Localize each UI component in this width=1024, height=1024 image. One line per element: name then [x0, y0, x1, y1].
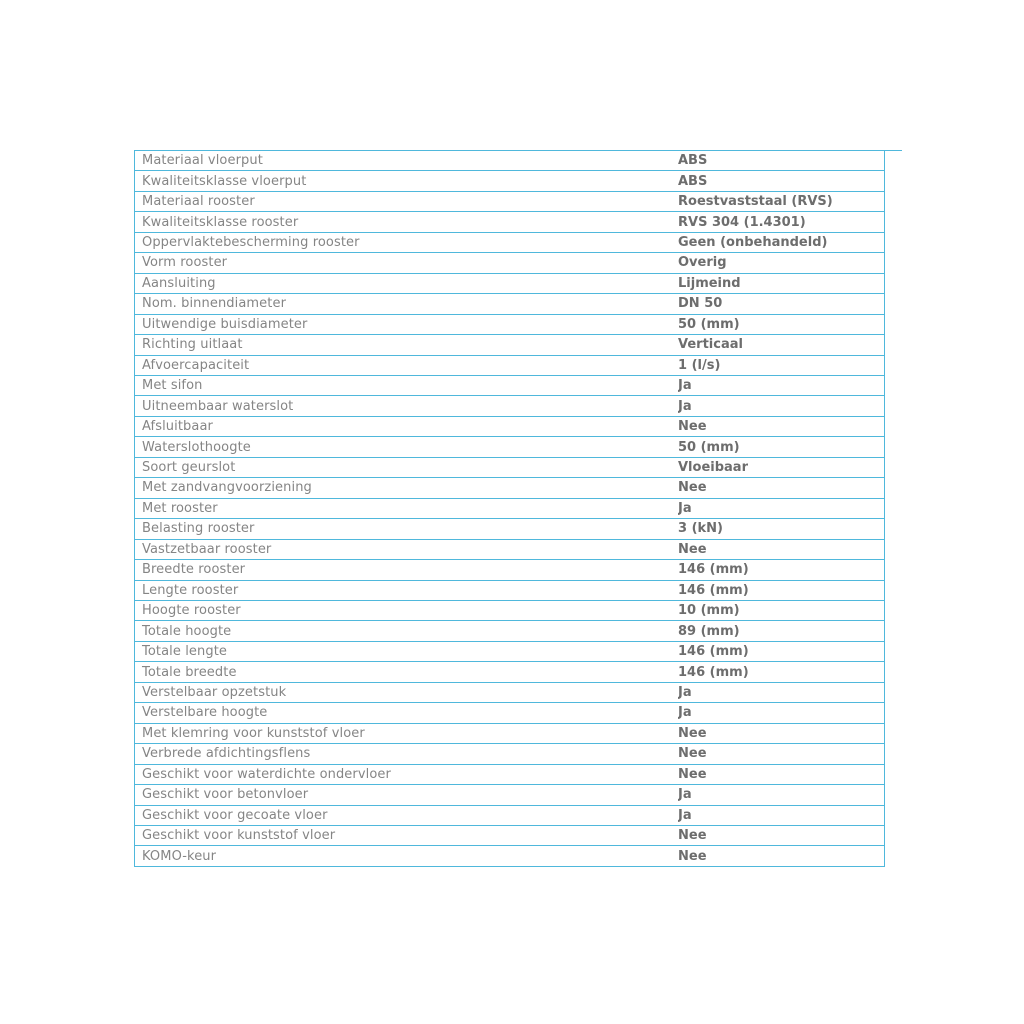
spec-label: Waterslothoogte — [142, 439, 251, 455]
table-row — [135, 519, 884, 539]
spec-label: Materiaal vloerput — [142, 153, 263, 169]
table-row — [135, 315, 884, 335]
spec-label: Kwaliteitsklasse vloerput — [142, 173, 307, 189]
table-row — [135, 376, 884, 396]
table-row — [135, 806, 884, 826]
spec-label: Aansluiting — [142, 275, 216, 291]
spec-label: Met sifon — [142, 378, 203, 394]
spec-value: ABS — [678, 153, 708, 169]
spec-value: Nee — [678, 828, 707, 844]
spec-label: Totale breedte — [142, 664, 237, 680]
table-row — [135, 253, 884, 273]
spec-label: Vorm rooster — [142, 255, 228, 271]
table-row — [135, 499, 884, 519]
table-row — [135, 437, 884, 457]
spec-value: 50 (mm) — [678, 439, 740, 455]
table-row — [135, 151, 884, 171]
spec-value: Ja — [678, 705, 692, 721]
spec-value: Geen (onbehandeld) — [678, 235, 828, 251]
spec-label: Hoogte rooster — [142, 603, 241, 619]
spec-label: Richting uitlaat — [142, 337, 243, 353]
spec-label: Geschikt voor waterdichte ondervloer — [142, 766, 391, 782]
spec-label: Geschikt voor kunststof vloer — [142, 828, 336, 844]
spec-label: Met rooster — [142, 500, 218, 516]
table-row — [135, 642, 884, 662]
table-row — [135, 192, 884, 212]
spec-label: Totale lengte — [142, 644, 227, 660]
spec-value: Ja — [678, 685, 692, 700]
spec-label: Verstelbare hoogte — [142, 705, 268, 721]
table-row — [135, 458, 884, 478]
table-row — [135, 846, 884, 866]
table-row — [135, 560, 884, 580]
spec-value: 89 (mm) — [678, 623, 740, 639]
spec-value: Overig — [678, 255, 727, 271]
spec-value: Nee — [678, 541, 707, 557]
table-row — [135, 581, 884, 601]
spec-value: Ja — [678, 378, 692, 394]
table-row — [135, 294, 884, 314]
spec-label: Belasting rooster — [142, 521, 255, 537]
table-row — [135, 540, 884, 560]
spec-value: 10 (mm) — [678, 603, 740, 619]
spec-label: Geschikt voor gecoate vloer — [142, 807, 328, 823]
table-row — [135, 335, 884, 355]
spec-value: Vloeibaar — [678, 460, 748, 476]
spec-value: 50 (mm) — [678, 316, 740, 332]
spec-label: Afvoercapaciteit — [142, 357, 250, 373]
spec-label: Totale hoogte — [142, 623, 232, 639]
spec-value: Nee — [678, 480, 707, 496]
spec-value: RVS 304 (1.4301) — [678, 214, 806, 230]
table-row — [135, 724, 884, 744]
spec-label: Verstelbaar opzetstuk — [142, 685, 287, 700]
table-row — [135, 744, 884, 764]
spec-value: 146 (mm) — [678, 562, 749, 578]
spec-value: Verticaal — [678, 337, 743, 353]
spec-value: ABS — [678, 173, 708, 189]
spec-value: Ja — [678, 500, 692, 516]
spec-value: Roestvaststaal (RVS) — [678, 194, 833, 210]
spec-value: Nee — [678, 746, 707, 762]
table-top-border-extension — [884, 150, 902, 151]
spec-label: Lengte rooster — [142, 582, 239, 598]
spec-label: Geschikt voor betonvloer — [142, 787, 309, 803]
spec-label: Afsluitbaar — [142, 419, 213, 435]
table-row — [135, 171, 884, 191]
spec-value: Nee — [678, 725, 707, 741]
spec-label: Vastzetbaar rooster — [142, 541, 272, 557]
table-row — [135, 356, 884, 376]
spec-value: Ja — [678, 787, 692, 803]
table-row — [135, 274, 884, 294]
spec-value: 1 (l/s) — [678, 357, 721, 373]
spec-label: Kwaliteitsklasse rooster — [142, 214, 299, 230]
spec-label: Verbrede afdichtingsflens — [142, 746, 311, 762]
spec-label: Met klemring voor kunststof vloer — [142, 725, 365, 741]
specification-table — [134, 150, 885, 867]
spec-label: Breedte rooster — [142, 562, 246, 578]
table-row — [135, 826, 884, 846]
spec-value: 3 (kN) — [678, 521, 723, 537]
spec-value: Lijmeind — [678, 275, 741, 291]
spec-value: Ja — [678, 807, 692, 823]
spec-value: Nee — [678, 766, 707, 782]
spec-label: Met zandvangvoorziening — [142, 480, 312, 496]
table-row — [135, 212, 884, 232]
table-row — [135, 396, 884, 416]
spec-label: Uitwendige buisdiameter — [142, 316, 308, 332]
spec-value: DN 50 — [678, 296, 723, 312]
spec-value: 146 (mm) — [678, 644, 749, 660]
spec-label: Nom. binnendiameter — [142, 296, 287, 312]
spec-label: Oppervlaktebescherming rooster — [142, 235, 360, 251]
spec-value: Nee — [678, 419, 707, 435]
table-row — [135, 417, 884, 437]
spec-label: Materiaal rooster — [142, 194, 255, 210]
spec-value: 146 (mm) — [678, 664, 749, 680]
table-row — [135, 662, 884, 682]
spec-value: Nee — [678, 848, 707, 864]
spec-value: Ja — [678, 398, 692, 414]
table-row — [135, 478, 884, 498]
table-row — [135, 621, 884, 641]
spec-label: Uitneembaar waterslot — [142, 398, 294, 414]
table-row — [135, 601, 884, 621]
table-row — [135, 785, 884, 805]
spec-label: Soort geurslot — [142, 460, 236, 476]
table-row — [135, 703, 884, 723]
table-row — [135, 683, 884, 703]
table-row — [135, 233, 884, 253]
spec-label: KOMO-keur — [142, 848, 217, 864]
table-row — [135, 765, 884, 785]
spec-value: 146 (mm) — [678, 582, 749, 598]
